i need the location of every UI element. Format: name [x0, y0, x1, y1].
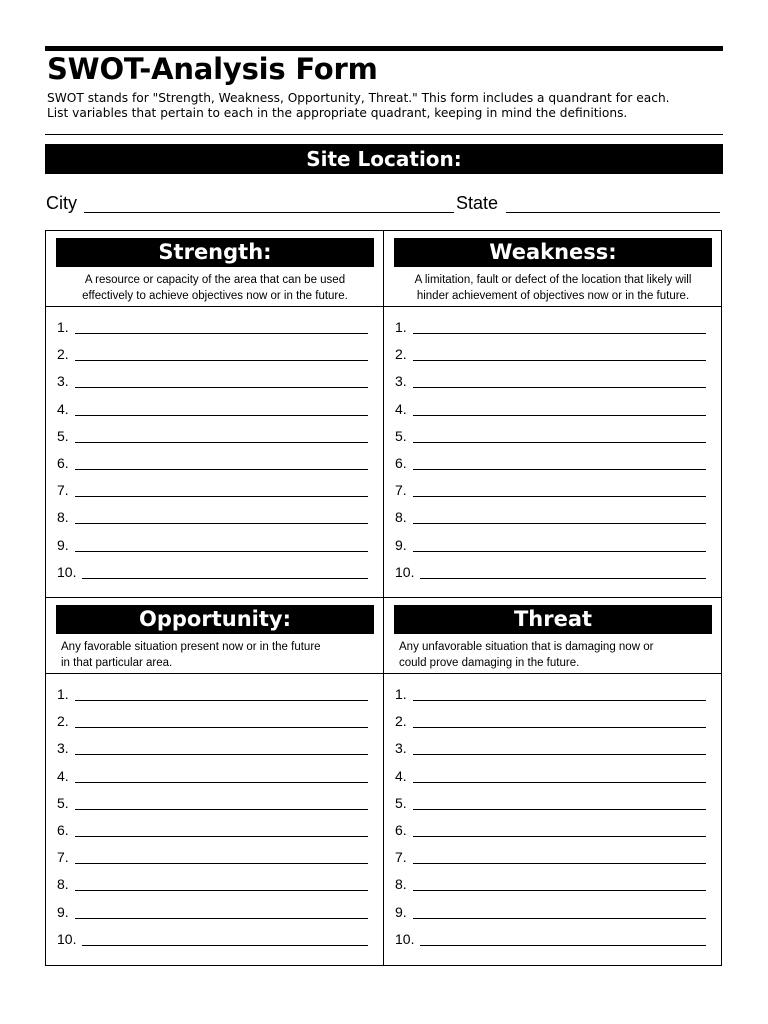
threat-entry-row	[384, 734, 722, 761]
weakness-entry-field[interactable]	[413, 387, 706, 388]
opportunity-separator	[46, 673, 384, 674]
entry-number: 8.	[395, 876, 407, 893]
threat-entry-field[interactable]	[413, 700, 706, 701]
opportunity-desc-line-2: in that particular area.	[61, 657, 173, 669]
entry-number: 9.	[57, 536, 69, 553]
opportunity-entry-field[interactable]	[75, 809, 368, 810]
threat-entry-field[interactable]	[413, 918, 706, 919]
entry-number: 6.	[57, 454, 69, 471]
entry-number: 7.	[57, 482, 69, 499]
entry-number: 3.	[395, 740, 407, 757]
entry-number: 6.	[57, 821, 69, 838]
weakness-desc-line-2: hinder achievement of objectives now or in the future.	[416, 290, 690, 302]
strength-entry-row	[46, 340, 384, 367]
threat-entry-row	[384, 870, 722, 897]
strength-entry-row	[46, 558, 384, 585]
entry-number: 3.	[57, 373, 69, 390]
opportunity-entry-row	[46, 734, 384, 761]
threat-entry-row	[384, 762, 722, 789]
location-row	[46, 192, 726, 216]
strength-entry-field[interactable]	[75, 469, 368, 470]
threat-entry-row	[384, 843, 722, 870]
opportunity-desc-line-1: Any favorable situation present now or in the future	[61, 641, 321, 653]
weakness-entry-row	[384, 449, 722, 476]
entry-number: 8.	[395, 509, 407, 526]
weakness-description	[394, 272, 712, 304]
threat-entry-field[interactable]	[413, 782, 706, 783]
state-label: State	[456, 193, 499, 213]
opportunity-heading: Opportunity:	[56, 605, 374, 634]
threat-entry-row	[384, 680, 722, 707]
opportunity-entry-row	[46, 762, 384, 789]
weakness-entry-field[interactable]	[413, 469, 706, 470]
intro-text	[47, 91, 727, 120]
weakness-entry-field[interactable]	[420, 578, 706, 579]
weakness-desc-line-1: A limitation, fault or defect of the location that likely will	[414, 274, 692, 286]
threat-entry-row	[384, 898, 722, 925]
threat-entry-field[interactable]	[413, 836, 706, 837]
strength-heading: Strength:	[56, 238, 374, 267]
entry-number: 5.	[395, 427, 407, 444]
entry-number: 2.	[395, 713, 407, 730]
state-field[interactable]	[506, 212, 720, 213]
threat-entry-row	[384, 925, 722, 952]
strength-entry-field[interactable]	[75, 387, 368, 388]
weakness-entry-row	[384, 340, 722, 367]
threat-separator	[384, 673, 722, 674]
opportunity-entry-row	[46, 707, 384, 734]
strength-entry-row	[46, 395, 384, 422]
opportunity-entry-row	[46, 870, 384, 897]
opportunity-entry-field[interactable]	[75, 836, 368, 837]
opportunity-entry-row	[46, 898, 384, 925]
strength-entry-field[interactable]	[75, 496, 368, 497]
threat-list	[384, 680, 722, 952]
weakness-entry-field[interactable]	[413, 360, 706, 361]
entry-number: 1.	[57, 686, 69, 702]
weakness-list	[384, 313, 722, 585]
strength-entry-field[interactable]	[75, 333, 368, 334]
threat-entry-row	[384, 707, 722, 734]
weakness-entry-field[interactable]	[413, 523, 706, 524]
entry-number: 5.	[395, 794, 407, 811]
weakness-entry-row	[384, 503, 722, 530]
threat-entry-field[interactable]	[413, 754, 706, 755]
weakness-entry-field[interactable]	[413, 496, 706, 497]
city-label: City	[46, 193, 77, 213]
entry-number: 6.	[395, 821, 407, 838]
entry-number: 2.	[395, 346, 407, 363]
weakness-entry-row	[384, 476, 722, 503]
strength-desc-line-1: A resource or capacity of the area that can be used	[84, 274, 346, 286]
top-rule	[45, 46, 723, 51]
entry-number: 1.	[395, 319, 407, 335]
threat-heading: Threat	[394, 605, 712, 634]
strength-entry-row	[46, 449, 384, 476]
entry-number: 7.	[395, 849, 407, 866]
weakness-quadrant	[384, 231, 722, 599]
weakness-entry-row	[384, 422, 722, 449]
weakness-entry-row	[384, 313, 722, 340]
weakness-entry-row	[384, 395, 722, 422]
strength-entry-field[interactable]	[75, 523, 368, 524]
threat-entry-field[interactable]	[413, 890, 706, 891]
entry-number: 8.	[57, 509, 69, 526]
entry-number: 2.	[57, 713, 69, 730]
entry-number: 10.	[57, 563, 77, 580]
weakness-separator	[384, 306, 722, 307]
entry-number: 5.	[57, 427, 69, 444]
entry-number: 1.	[57, 319, 69, 335]
entry-number: 3.	[395, 373, 407, 390]
opportunity-entry-field[interactable]	[75, 918, 368, 919]
intro-line-2: List variables that pertain to each in the appropriate quadrant, keeping in mind the definitions.	[47, 105, 628, 120]
opportunity-entry-field[interactable]	[75, 754, 368, 755]
opportunity-description	[56, 639, 374, 671]
site-location-heading: Site Location:	[45, 144, 723, 174]
strength-entry-row	[46, 313, 384, 340]
strength-entry-row	[46, 531, 384, 558]
strength-description	[56, 272, 374, 304]
opportunity-list	[46, 680, 384, 952]
strength-entry-row	[46, 503, 384, 530]
entry-number: 4.	[57, 767, 69, 784]
threat-entry-row	[384, 816, 722, 843]
city-field[interactable]	[84, 212, 454, 213]
entry-number: 4.	[395, 767, 407, 784]
strength-separator	[46, 306, 384, 307]
entry-number: 2.	[57, 346, 69, 363]
opportunity-entry-field[interactable]	[82, 945, 368, 946]
weakness-entry-field[interactable]	[413, 415, 706, 416]
opportunity-entry-field[interactable]	[75, 700, 368, 701]
entry-number: 4.	[57, 400, 69, 417]
entry-number: 7.	[395, 482, 407, 499]
strength-entry-field[interactable]	[75, 551, 368, 552]
intro-line-1: SWOT stands for "Strength, Weakness, Opportunity, Threat." This form includes a quandrant for each.	[47, 91, 670, 105]
divider	[45, 134, 723, 135]
threat-entry-row	[384, 789, 722, 816]
entry-number: 3.	[57, 740, 69, 757]
strength-quadrant	[46, 231, 384, 599]
threat-entry-field[interactable]	[413, 863, 706, 864]
entry-number: 7.	[57, 849, 69, 866]
opportunity-entry-row	[46, 816, 384, 843]
strength-entry-field[interactable]	[75, 360, 368, 361]
weakness-entry-row	[384, 367, 722, 394]
opportunity-entry-field[interactable]	[75, 782, 368, 783]
threat-entry-field[interactable]	[420, 945, 706, 946]
weakness-entry-field[interactable]	[413, 333, 706, 334]
strength-list	[46, 313, 384, 585]
opportunity-entry-row	[46, 843, 384, 870]
opportunity-entry-row	[46, 789, 384, 816]
weakness-entry-field[interactable]	[413, 442, 706, 443]
entry-number: 10.	[395, 563, 415, 580]
page-title: SWOT-Analysis Form	[47, 52, 378, 86]
strength-entry-field[interactable]	[75, 415, 368, 416]
weakness-entry-row	[384, 558, 722, 585]
swot-grid	[45, 230, 722, 966]
entry-number: 10.	[395, 930, 415, 947]
opportunity-quadrant	[46, 598, 384, 966]
opportunity-entry-field[interactable]	[75, 727, 368, 728]
threat-desc-line-1: Any unfavorable situation that is damaging now or	[399, 641, 654, 653]
entry-number: 1.	[395, 686, 407, 702]
strength-entry-row	[46, 367, 384, 394]
strength-entry-row	[46, 422, 384, 449]
entry-number: 4.	[395, 400, 407, 417]
strength-entry-field[interactable]	[75, 442, 368, 443]
threat-desc-line-2: could prove damaging in the future.	[399, 657, 580, 669]
weakness-heading: Weakness:	[394, 238, 712, 267]
threat-entry-field[interactable]	[413, 727, 706, 728]
opportunity-entry-row	[46, 925, 384, 952]
strength-entry-row	[46, 476, 384, 503]
strength-entry-field[interactable]	[82, 578, 368, 579]
strength-desc-line-2: effectively to achieve objectives now or in the future.	[82, 290, 348, 302]
weakness-entry-field[interactable]	[413, 551, 706, 552]
entry-number: 6.	[395, 454, 407, 471]
entry-number: 8.	[57, 876, 69, 893]
opportunity-entry-field[interactable]	[75, 890, 368, 891]
threat-entry-field[interactable]	[413, 809, 706, 810]
opportunity-entry-row	[46, 680, 384, 707]
opportunity-entry-field[interactable]	[75, 863, 368, 864]
weakness-entry-row	[384, 531, 722, 558]
entry-number: 9.	[57, 903, 69, 920]
entry-number: 5.	[57, 794, 69, 811]
entry-number: 10.	[57, 930, 77, 947]
entry-number: 9.	[395, 903, 407, 920]
entry-number: 9.	[395, 536, 407, 553]
threat-quadrant	[384, 598, 722, 966]
threat-description	[394, 639, 712, 671]
